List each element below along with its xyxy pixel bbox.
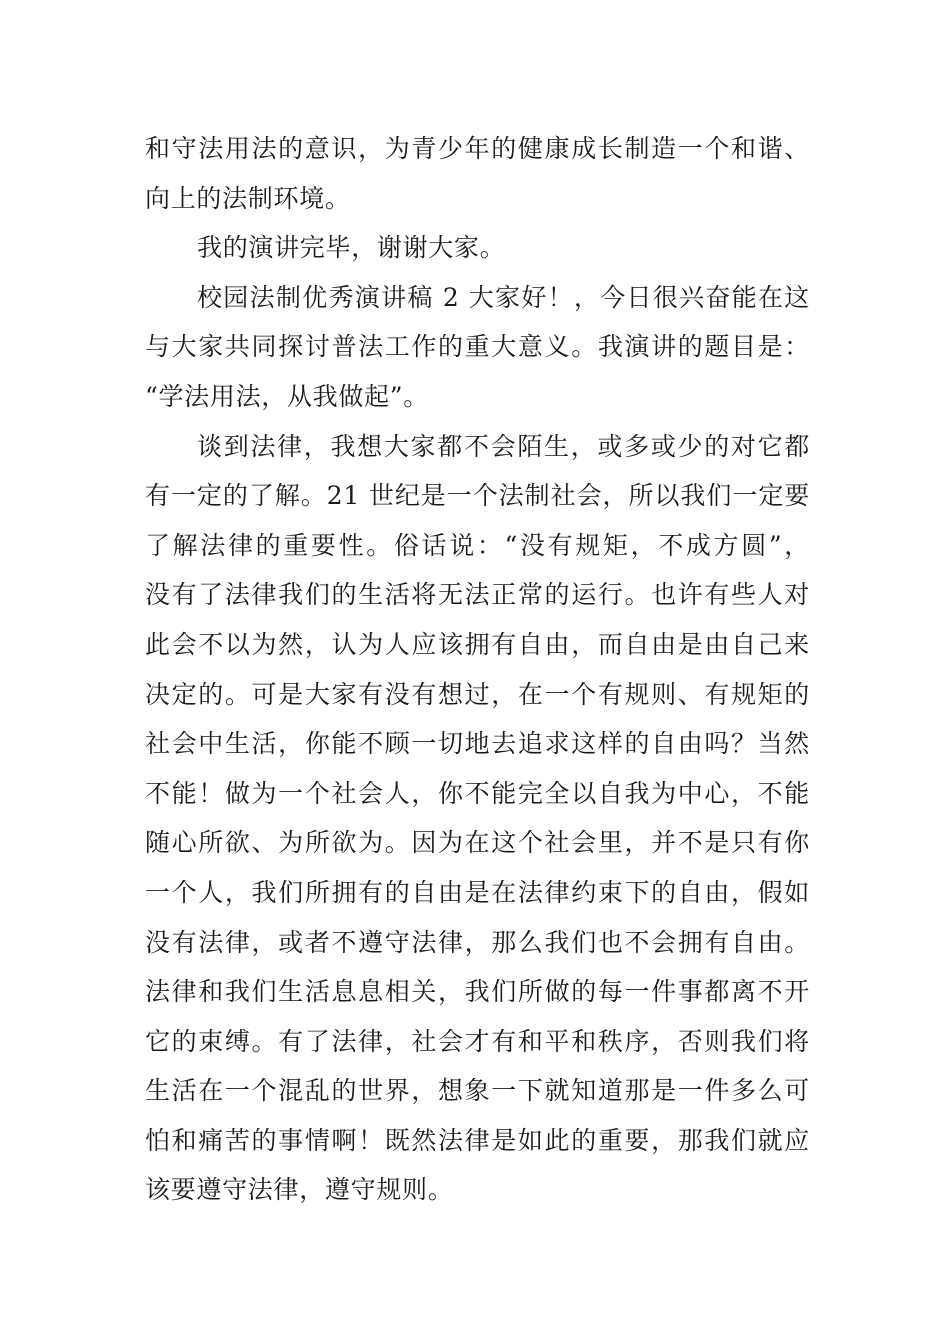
text-line: 生活在一个混乱的世界，想象一下就知道那是一件多么可: [145, 1076, 810, 1106]
text-line: 怕和痛苦的事情啊！既然法律是如此的重要，那我们就应: [145, 1125, 810, 1155]
text-line: 没有法律，或者不遵守法律，那么我们也不会拥有自由。: [145, 927, 810, 957]
text-line: 该要遵守法律，遵守规则。: [145, 1175, 454, 1205]
text-line: “学法用法，从我做起”。: [145, 381, 429, 411]
text-line: 校园法制优秀演讲稿 2 大家好！，今日很兴奋能在这: [197, 282, 810, 312]
text-line: 我的演讲完毕，谢谢大家。: [197, 233, 506, 263]
text-line: 和守法用法的意识，为青少年的健康成长制造一个和谐、: [145, 134, 810, 163]
text-line: 法律和我们生活息息相关，我们所做的每一件事都离不开: [145, 977, 810, 1007]
text-line: 有一定的了解。21 世纪是一个法制社会，所以我们一定要: [145, 481, 810, 511]
text-line: 谈到法律，我想大家都不会陌生，或多或少的对它都: [197, 431, 810, 461]
text-line: 社会中生活，你能不顾一切地去追求这样的自由吗？当然: [145, 729, 810, 759]
text-line: 它的束缚。有了法律，社会才有和平和秩序，否则我们将: [145, 1026, 810, 1056]
text-line: 决定的。可是大家有没有想过，在一个有规则、有规矩的: [145, 679, 810, 709]
text-line: 与大家共同探讨普法工作的重大意义。我演讲的题目是：: [145, 332, 810, 362]
text-line: 不能！做为一个社会人，你不能完全以自我为中心，不能: [145, 778, 810, 808]
text-line: 此会不以为然，认为人应该拥有自由，而自由是由自己来: [145, 629, 810, 659]
text-line: 一个人，我们所拥有的自由是在法律约束下的自由，假如: [145, 877, 810, 907]
speech-text-body: [145, 124, 810, 1215]
text-line: 没有了法律我们的生活将无法正常的运行。也许有些人对: [145, 580, 810, 610]
text-line: 随心所欲、为所欲为。因为在这个社会里，并不是只有你: [145, 828, 810, 858]
text-line: 向上的法制环境。: [145, 183, 351, 213]
text-line: 了解法律的重要性。俗话说：“没有规矩，不成方圆”，: [145, 530, 810, 560]
